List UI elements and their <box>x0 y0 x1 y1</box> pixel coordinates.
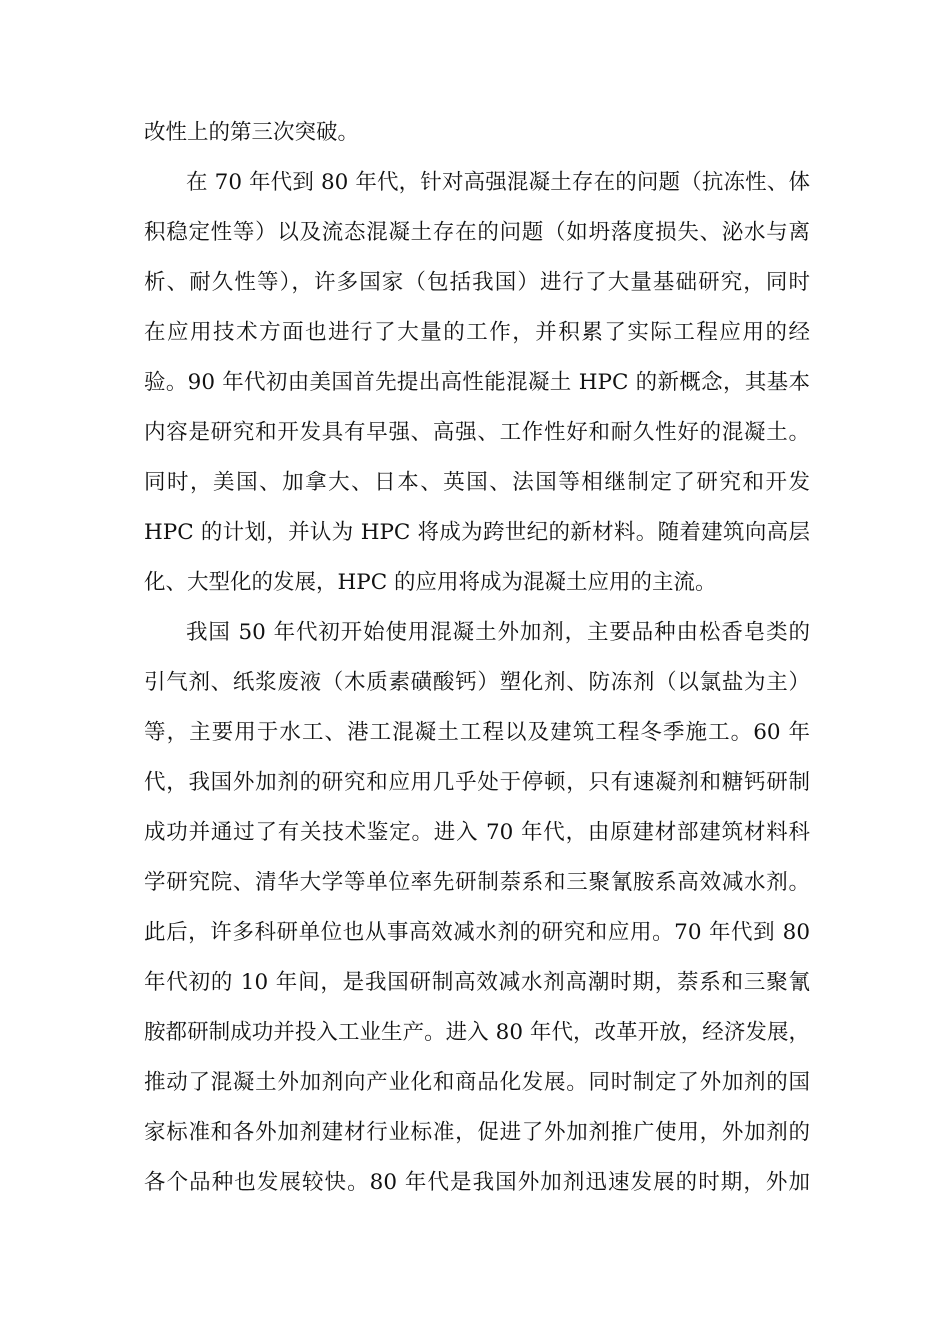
paragraph-2-line-5: 验。90 年代初由美国首先提出高性能混凝土 HPC 的新概念，其基本 <box>144 370 810 395</box>
paragraph-3-line-11: 家标准和各外加剂建材行业标准，促进了外加剂推广使用，外加剂的 <box>144 1120 810 1145</box>
paragraph-2-line-8: HPC 的计划，并认为 HPC 将成为跨世纪的新材料。随着建筑向高层 <box>144 520 810 545</box>
paragraph-3-line-10: 推动了混凝土外加剂向产业化和商品化发展。同时制定了外加剂的国 <box>144 1070 810 1095</box>
paragraph-3-line-3: 等，主要用于水工、港工混凝土工程以及建筑工程冬季施工。60 年 <box>144 720 810 745</box>
paragraph-3-line-2: 引气剂、纸浆废液（木质素磺酸钙）塑化剂、防冻剂（以氯盐为主） <box>144 670 810 695</box>
paragraph-3-line-4: 代，我国外加剂的研究和应用几乎处于停顿，只有速凝剂和糖钙研制 <box>144 770 810 795</box>
paragraph-3-line-5: 成功并通过了有关技术鉴定。进入 70 年代，由原建材部建筑材料科 <box>144 820 810 845</box>
paragraph-3-line-6: 学研究院、清华大学等单位率先研制萘系和三聚氰胺系高效减水剂。 <box>144 870 810 895</box>
paragraph-3-line-8: 年代初的 10 年间，是我国研制高效减水剂高潮时期，萘系和三聚氰 <box>144 970 810 995</box>
paragraph-3-line-1: 我国 50 年代初开始使用混凝土外加剂，主要品种由松香皂类的 <box>186 620 810 645</box>
paragraph-2-line-7: 同时，美国、加拿大、日本、英国、法国等相继制定了研究和开发 <box>144 470 810 495</box>
paragraph-3-line-12: 各个品种也发展较快。80 年代是我国外加剂迅速发展的时期，外加 <box>144 1170 810 1195</box>
paragraph-2-line-9: 化、大型化的发展，HPC 的应用将成为混凝土应用的主流。 <box>144 570 717 595</box>
paragraph-2-line-2: 积稳定性等）以及流态混凝土存在的问题（如坍落度损失、泌水与离 <box>144 220 810 245</box>
paragraph-2-line-3: 析、耐久性等），许多国家（包括我国）进行了大量基础研究，同时 <box>144 270 810 295</box>
paragraph-1-line-1: 改性上的第三次突破。 <box>144 120 360 145</box>
paragraph-2-line-4: 在应用技术方面也进行了大量的工作，并积累了实际工程应用的经 <box>144 320 810 345</box>
paragraph-2-line-1: 在 70 年代到 80 年代，针对高强混凝土存在的问题（抗冻性、体 <box>186 170 810 195</box>
paragraph-2-line-6: 内容是研究和开发具有早强、高强、工作性好和耐久性好的混凝土。 <box>144 420 810 445</box>
document-body <box>144 108 810 1208</box>
paragraph-3-line-9: 胺都研制成功并投入工业生产。进入 80 年代，改革开放，经济发展， <box>144 1020 810 1045</box>
paragraph-3-line-7: 此后，许多科研单位也从事高效减水剂的研究和应用。70 年代到 80 <box>144 920 810 945</box>
